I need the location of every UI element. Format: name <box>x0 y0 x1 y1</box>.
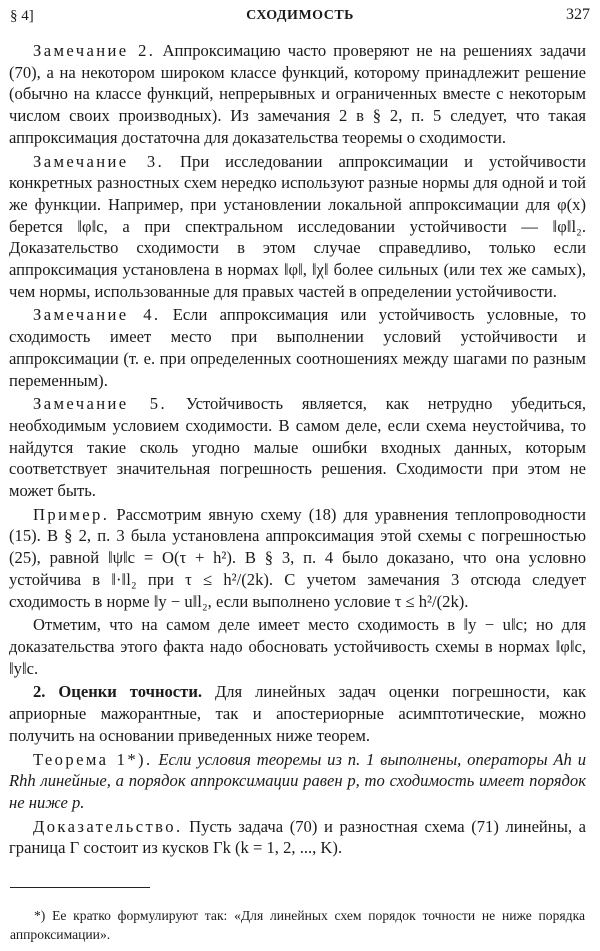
remark-5-paragraph <box>9 393 586 502</box>
proof-lead: Доказательство. <box>33 816 183 836</box>
footnote-divider <box>10 887 150 888</box>
proof-text: Пусть задача (70) и разностная схема (71) линейны, а граница Γ состоит из кусков Γk (k = 1, 2, ..., K). <box>9 816 586 858</box>
example-paragraph <box>9 504 586 613</box>
remark-4-text: Если аппроксимация или устойчивость условные, то сходимость имеет место при выполнении условий устойчивости и аппроксимации (т. е. при определенных соотношениях между шагами по разным переменным). <box>9 305 586 390</box>
remark-5-lead: Замечание 5. <box>33 394 168 414</box>
remark-5-text: Устойчивость является, как нетрудно убедиться, необходимым условием сходимости. В самом деле, если схема неустойчива, то найдутся такие сколь угодно малые ошибки входных данных, которым соответствует значительная погрешность решения. Сходимости при этом не может быть. <box>9 394 586 501</box>
remark-3-paragraph <box>9 151 586 303</box>
accuracy-section-paragraph <box>9 681 586 746</box>
example-lead: Пример. <box>33 504 110 524</box>
example-text: Рассмотрим явную схему (18) для уравнения теплопроводности (15). В § 2, п. 3 была установлена аппроксимация этой схемы с погрешностью (25), равной ‖ψ‖c = O(τ + h²). В § 3, п. 4 было доказано, что она условно устойчива в ‖·‖l₂ при τ ≤ h²/(2k). С учетом замечания 3 отсюда следует сходимость в норме ‖y − u‖l₂, если выполнено условие τ ≤ h²/(2k). <box>9 504 586 611</box>
theorem-1-text: Если условия теоремы из п. 1 выполнены, операторы Ah и Rhh линейные, а порядок аппроксимации равен p, то сходимость имеет порядок не ниже p. <box>9 749 587 812</box>
remark-2-text: Аппроксимацию часто проверяют не на решениях задачи (70), а на некотором широком классе функций, которому принадлежит решение (обычно на классе функций, непрерывных и ограниченных вместе с некоторым числом своих производных). Из замечания 2 в § 2, п. 5 следует, что такая аппроксимация достаточна для доказательства теоремы о сходимости. <box>9 41 586 147</box>
remark-2-lead: Замечание 2. <box>33 41 156 60</box>
main-text <box>9 40 586 861</box>
section-reference: § 4] <box>10 8 34 24</box>
remark-4-paragraph <box>9 304 586 391</box>
page-number: 327 <box>566 6 590 23</box>
footnote: *) Ее кратко формулируют так: «Для линейных схем порядок точности не ниже порядка аппроксимации». <box>10 908 585 942</box>
accuracy-section-heading: 2. Оценки точности. <box>33 682 203 702</box>
theorem-1-lead: Теорема 1*). <box>33 749 153 769</box>
remark-3-text: При исследовании аппроксимации и устойчивости конкретных разностных схем нередко используют разные нормы для одной и той же функции. Например, при установлении локальной аппроксимации для φ(x) берется ‖φ‖c, а при спектральном исследовании устойчивости — ‖φ‖l₂. Доказательство сходимости в этом случае справедливо, только если аппроксимация установлена в нормах ‖φ‖, ‖χ‖ более сильных (или тех же самых), чем нормы, использованные для правых частей в определении устойчивости. <box>9 151 586 301</box>
chapter-title: СХОДИМОСТЬ <box>246 8 354 23</box>
remark-4-lead: Замечание 4. <box>33 305 161 325</box>
remark-3-lead: Замечание 3. <box>33 151 165 171</box>
accuracy-section-text: Для линейных задач оценки погрешности, как априорные мажорантные, так и апостериорные асимптотические, можно получить на основании приведенных ниже теорем. <box>9 682 587 745</box>
running-header <box>10 6 590 28</box>
proof-paragraph <box>9 816 586 859</box>
note-paragraph <box>9 614 586 679</box>
remark-2-paragraph <box>9 40 586 149</box>
note-text: Отметим, что на самом деле имеет место сходимость в ‖y − u‖c; но для доказательства этого факта надо обосновать устойчивость схемы в нормах ‖φ‖c, ‖y‖c. <box>9 615 586 678</box>
theorem-1-paragraph <box>9 749 586 814</box>
